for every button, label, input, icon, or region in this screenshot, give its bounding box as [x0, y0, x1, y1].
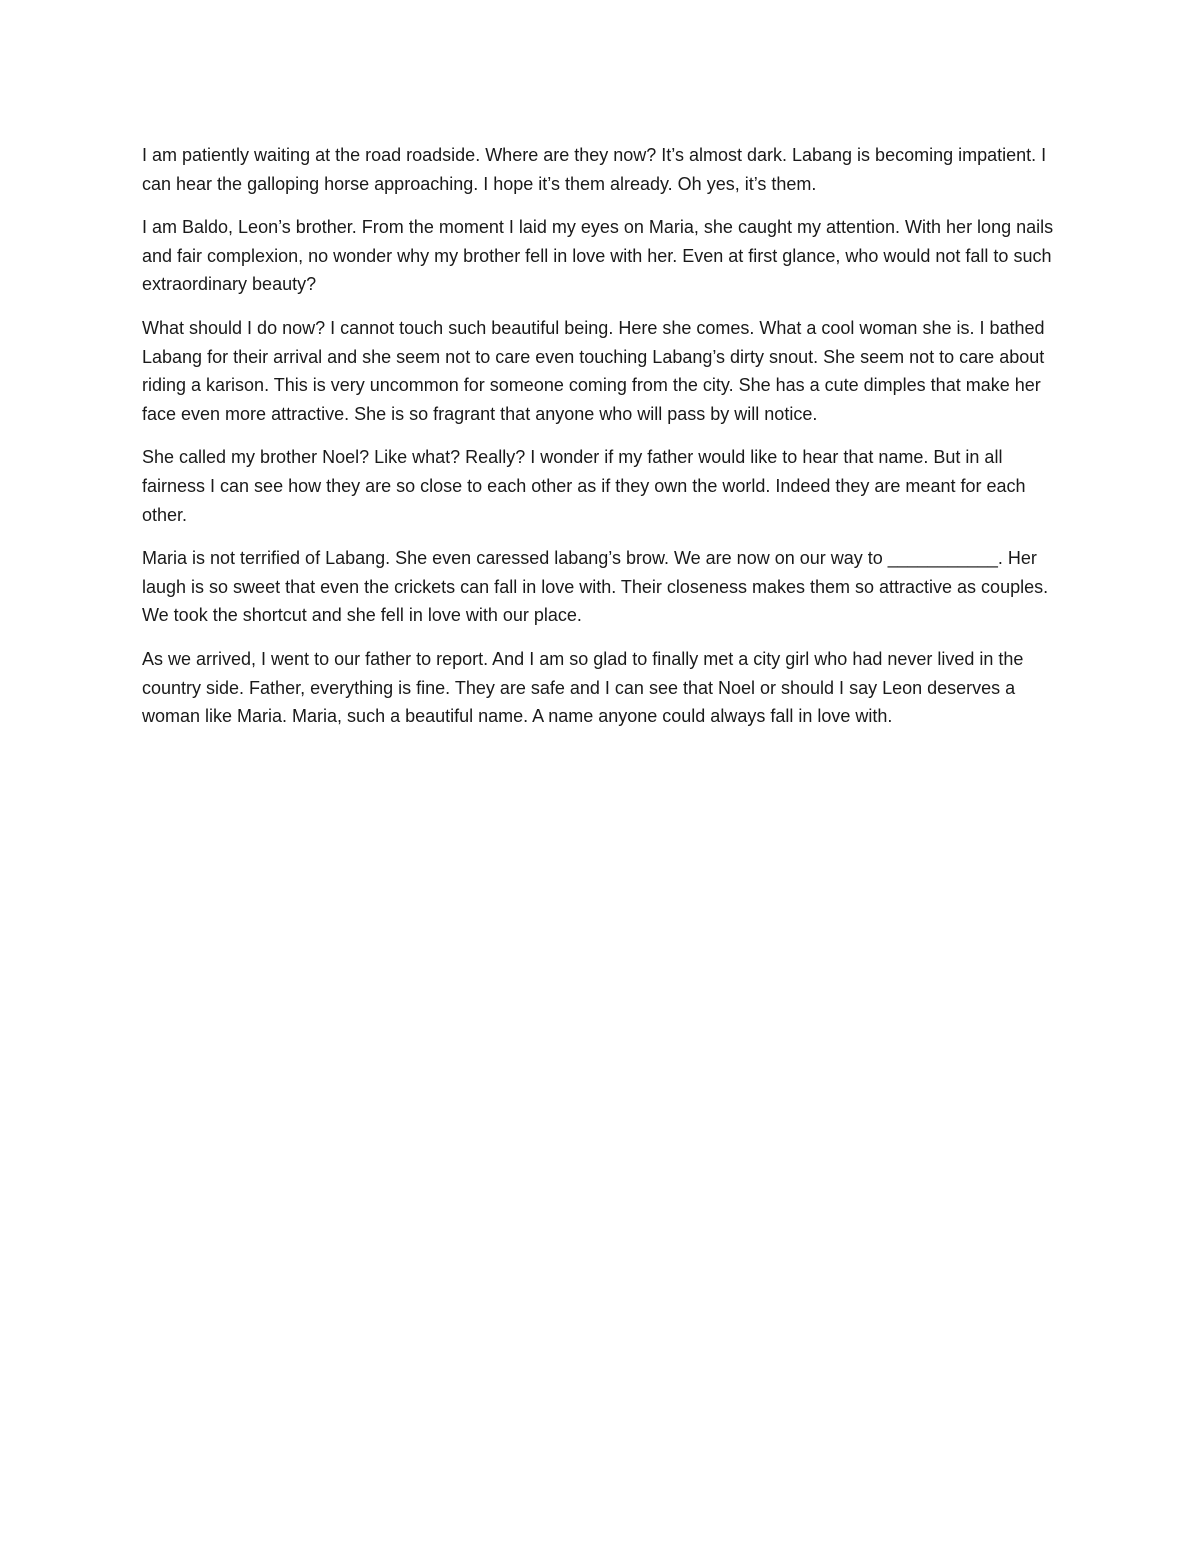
paragraph-6: As we arrived, I went to our father to report. And I am so glad to finally met a city girl who had never lived in the country side. Father, everything is fine. They are safe and I can see that Noel or should I say Leon deserves a woman like Maria. Maria, such a beautiful name. A name anyone could always fall in love with. — [142, 648, 1024, 727]
paragraph-4: She called my brother Noel? Like what? Really? I wonder if my father would like to hear that name. But in all fairness I can see how they are so close to each other as if they own the world. Indeed they are meant for each other. — [142, 447, 1026, 525]
paragraph-2: I am Baldo, Leon’s brother. From the moment I laid my eyes on Maria, she caught my attention. With her long nails and fair complexion, no wonder why my brother fell in love with her. Even at first glance, who would not fall to such extraordinary beauty? — [142, 217, 1054, 295]
document-body — [142, 141, 1062, 746]
paragraph-5: Maria is not terrified of Labang. She even caressed labang’s brow. We are now on our way to ___________. Her laugh is so sweet that even the crickets can fall in love with. Their closeness makes them so attractive as couples. We took the shortcut and she fell in love with our place. — [142, 548, 1049, 626]
paragraph-1: I am patiently waiting at the road roadside. Where are they now? It’s almost dark. Labang is becoming impatient. I can hear the galloping horse approaching. I hope it’s them already. Oh yes, it’s them. — [142, 145, 1047, 194]
paragraph-3: What should I do now? I cannot touch such beautiful being. Here she comes. What a cool woman she is. I bathed Labang for their arrival and she seem not to care even touching Labang’s dirty snout. She seem not to care about riding a karison. This is very uncommon for someone coming from the city. She has a cute dimples that make her face even more attractive. She is so fragrant that anyone who will pass by will notice. — [142, 317, 1045, 424]
